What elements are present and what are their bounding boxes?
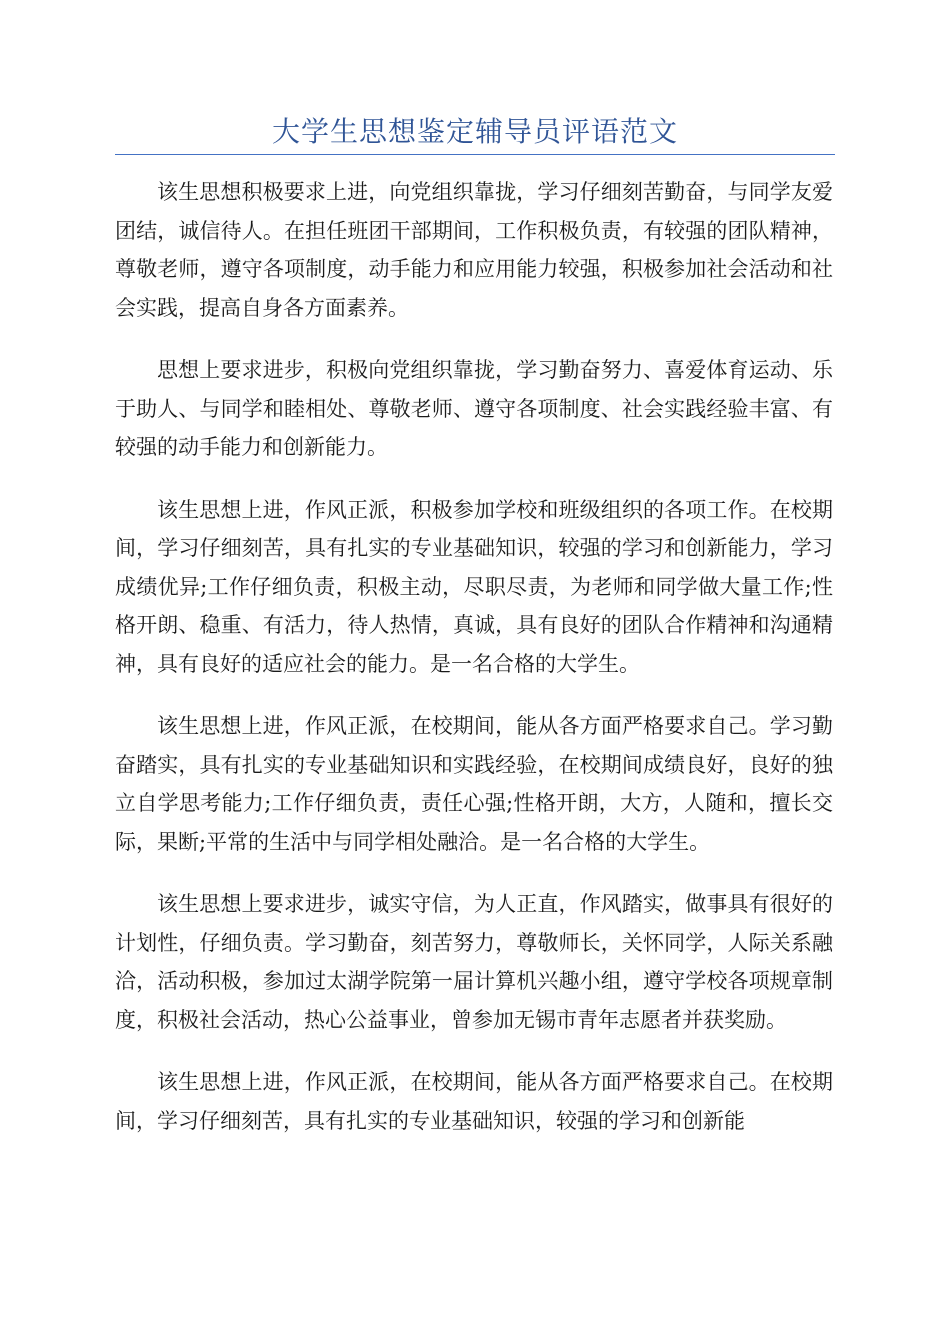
paragraph: 该生思想上进，作风正派，在校期间，能从各方面严格要求自己。学习勤奋踏实，具有扎实的专业基础知识和实践经验，在校期间成绩良好，良好的独立自学思考能力;工作仔细负责，责任心强;性格开朗，大方，人随和，擅长交际，果断;平常的生活中与同学相处融洽。是一名合格的大学生。 [115, 714, 833, 854]
title-underline [115, 154, 835, 155]
paragraph: 该生思想上要求进步，诚实守信，为人正直，作风踏实，做事具有很好的计划性，仔细负责。学习勤奋，刻苦努力，尊敬师长，关怀同学，人际关系融洽，活动积极，参加过太湖学院第一届计算机兴趣小组，遵守学校各项规章制度，积极社会活动，热心公益事业，曾参加无锡市青年志愿者并获奖励。 [115, 892, 833, 1032]
document-title: 大学生思想鉴定辅导员评语范文 [271, 115, 678, 148]
paragraph: 该生思想上进，作风正派，积极参加学校和班级组织的各项工作。在校期间，学习仔细刻苦，具有扎实的专业基础知识，较强的学习和创新能力，学习成绩优异;工作仔细负责，积极主动，尽职尽责，为老师和同学做大量工作;性格开朗、稳重、有活力，待人热情，真诚，具有良好的团队合作精神和沟通精神，具有良好的适应社会的能力。是一名合格的大学生。 [115, 497, 833, 676]
paragraph: 思想上要求进步，积极向党组织靠拢，学习勤奋努力、喜爱体育运动、乐于助人、与同学和睦相处、尊敬老师、遵守各项制度、社会实践经验丰富、有较强的动手能力和创新能力。 [115, 358, 833, 459]
paragraph: 该生思想积极要求上进，向党组织靠拢，学习仔细刻苦勤奋，与同学友爱团结，诚信待人。在担任班团干部期间，工作积极负责，有较强的团队精神，尊敬老师，遵守各项制度，动手能力和应用能力较强，积极参加社会活动和社会实践，提高自身各方面素养。 [115, 180, 833, 320]
document-body [115, 173, 833, 1164]
paragraph: 该生思想上进，作风正派，在校期间，能从各方面严格要求自己。在校期间，学习仔细刻苦，具有扎实的专业基础知识，较强的学习和创新能 [115, 1070, 833, 1133]
